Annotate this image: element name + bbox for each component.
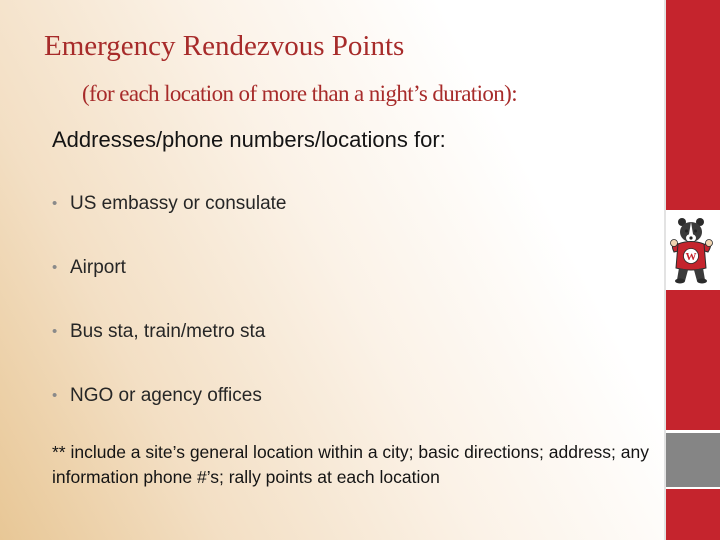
bullet-dot-icon: • [52, 195, 58, 212]
mascot-letter: W [685, 251, 697, 263]
bullet-dot-icon: • [52, 259, 58, 276]
bullet-dot-icon: • [52, 323, 58, 340]
bullet-text: Airport [70, 257, 126, 278]
bullet-dot-icon: • [52, 387, 58, 404]
bullet-text: NGO or agency offices [70, 385, 262, 406]
footnote: ** include a site’s general location within a city; basic directions; address; any information phone #’s; rally points at each location [52, 442, 649, 487]
badger-mascot-icon [668, 214, 718, 286]
strip-red-top [666, 0, 720, 210]
bullet-list [52, 190, 652, 446]
bullet-item [52, 190, 652, 254]
bullet-text: Bus sta, train/metro sta [70, 321, 266, 342]
slide-title: Emergency Rendezvous Points [44, 30, 405, 62]
slide-subtitle: (for each location of more than a night’s duration): [82, 81, 518, 106]
bullet-text: US embassy or consulate [70, 193, 287, 214]
strip-red-last [666, 489, 720, 540]
section-heading: Addresses/phone numbers/locations for: [52, 127, 446, 152]
strip-red-bottom [666, 290, 720, 430]
bullet-item [52, 382, 652, 446]
bullet-item [52, 254, 652, 318]
strip-gray [666, 433, 720, 487]
bullet-item [52, 318, 652, 382]
